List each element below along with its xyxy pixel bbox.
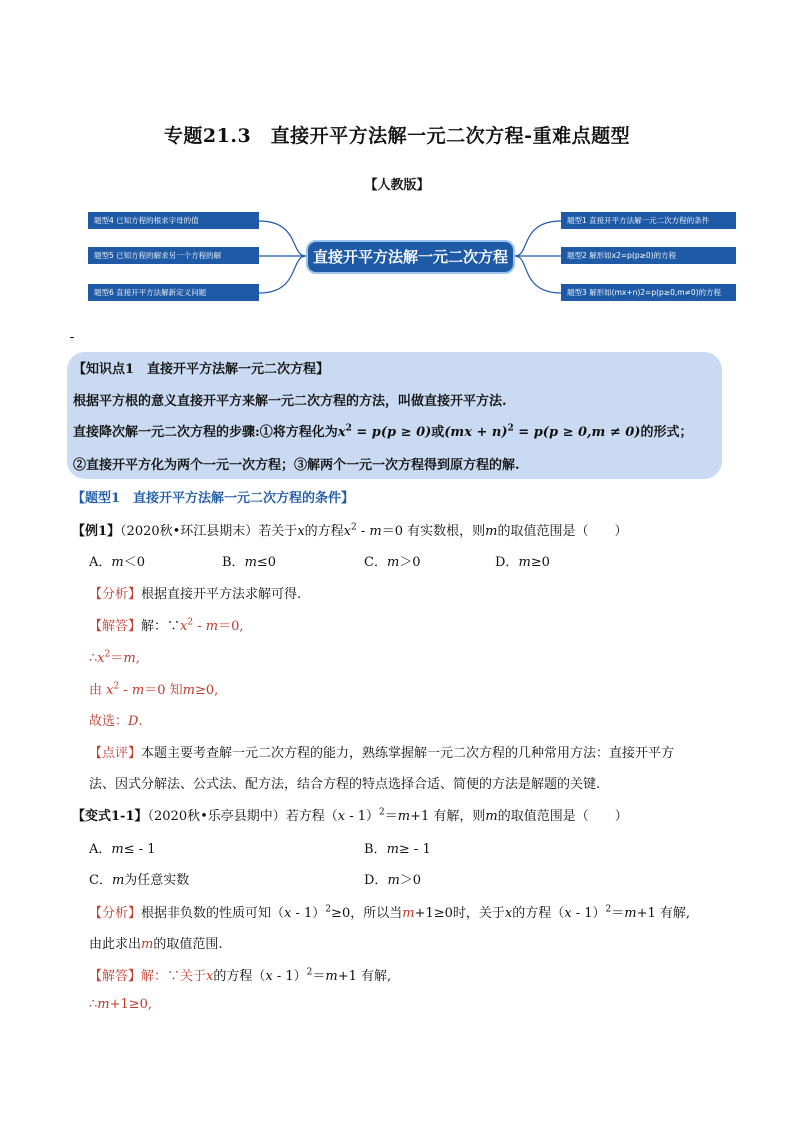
example1-answer-2: $\therefore x^2=m$,	[89, 649, 140, 666]
option-d: D．m≥0	[495, 555, 550, 570]
type1-heading: 【题型1 直接开平方法解一元二次方程的条件】	[72, 491, 355, 506]
variant1-answer-1: 【解答】解：∵关于x的方程（x - 1）$^2$＝m+1 有解,	[89, 967, 392, 984]
knowledge-heading: 【知识点1 直接开平方法解一元二次方程】	[73, 362, 330, 377]
example1-analysis: 【分析】根据直接开平方法求解可得.	[89, 587, 302, 602]
example1-answer-1: 【解答】解：$\because x^2 - m=0$,	[89, 617, 244, 634]
mindmap-node-type4: 题型4 已知方程的根求字母的值	[88, 212, 259, 229]
mindmap-node-type1: 题型1 直接开平方法解一元二次方程的条件	[561, 212, 736, 229]
example1-answer-4: 故选：D.	[89, 714, 143, 729]
example1-comment-2: 法、因式分解法、公式法、配方法，结合方程的特点选择合适、简便的方法是解题的关键.	[89, 777, 601, 792]
example1-question: 【例1】（2020秋•环江县期末）若关于x的方程$x^2 - m=0$ 有实数根，则m的取值范围是（ ）	[72, 522, 628, 539]
edition-label: 【人教版】	[364, 178, 430, 193]
mindmap-node-type2: 题型2 解形如x2=p(p≥0)的方程	[561, 247, 736, 264]
option-a: A．m＜0	[89, 555, 145, 570]
variant1-analysis-2: 由此求出m的取值范围.	[89, 937, 223, 952]
option-c: C．m＞0	[364, 555, 421, 570]
example1-answer-3: 由 $x^2 - m=0$ 知m≥0,	[89, 681, 219, 698]
knowledge-line-1: 根据平方根的意义直接开平方来解一元二次方程的方法，叫做直接开平方法.	[73, 394, 507, 409]
variant1-question: 【变式1-1】（2020秋•乐亭县期中）若方程（x - 1）$^2$＝m+1 有解，则m的取值范围是（ ）	[72, 807, 628, 824]
variant-option-d: D．m＞0	[364, 873, 422, 888]
mindmap-node-type5: 题型5 已知方程的解求另一个方程的解	[88, 247, 259, 264]
page-title: 专题21.3 直接开平方法解一元二次方程-重难点题型	[163, 125, 631, 147]
option-b: B．m≤0	[222, 555, 277, 570]
variant-option-c: C．m为任意实数	[89, 873, 190, 888]
mindmap-connectors	[0, 0, 794, 330]
mindmap-node-type6: 题型6 直接开平方法解新定义问题	[88, 284, 259, 301]
example1-comment-1: 【点评】本题主要考查解一元二次方程的能力，熟练掌握解一元二次方程的几种常用方法：直接开平方	[89, 746, 675, 761]
knowledge-line-3: ②直接开平方化为两个一元一次方程；③解两个一元一次方程得到原方程的解.	[73, 458, 520, 473]
mindmap-center: 直接开平方法解一元二次方程	[306, 240, 515, 274]
variant1-answer-2: ∴m+1≥0,	[89, 997, 153, 1012]
variant-option-a: A．m≤ - 1	[89, 842, 156, 857]
variant-option-b: B．m≥ - 1	[364, 842, 431, 857]
mindmap-node-type3: 题型3 解形如(mx+n)2=p(p≥0,m≠0)的方程	[561, 284, 736, 301]
stray-mark	[70, 337, 74, 338]
variant1-analysis-1: 【分析】根据非负数的性质可知（x - 1）$^2$≥0，所以当m+1≥0时，关于x的方程（x - 1）$^2$＝m+1 有解,	[89, 904, 691, 921]
knowledge-line-2: 直接降次解一元二次方程的步骤:①将方程化为$x^2 = p(p \ge 0)$或(mx + n)$^2$ = p(p ≥ 0,m ≠ 0)的形式；	[73, 423, 693, 440]
